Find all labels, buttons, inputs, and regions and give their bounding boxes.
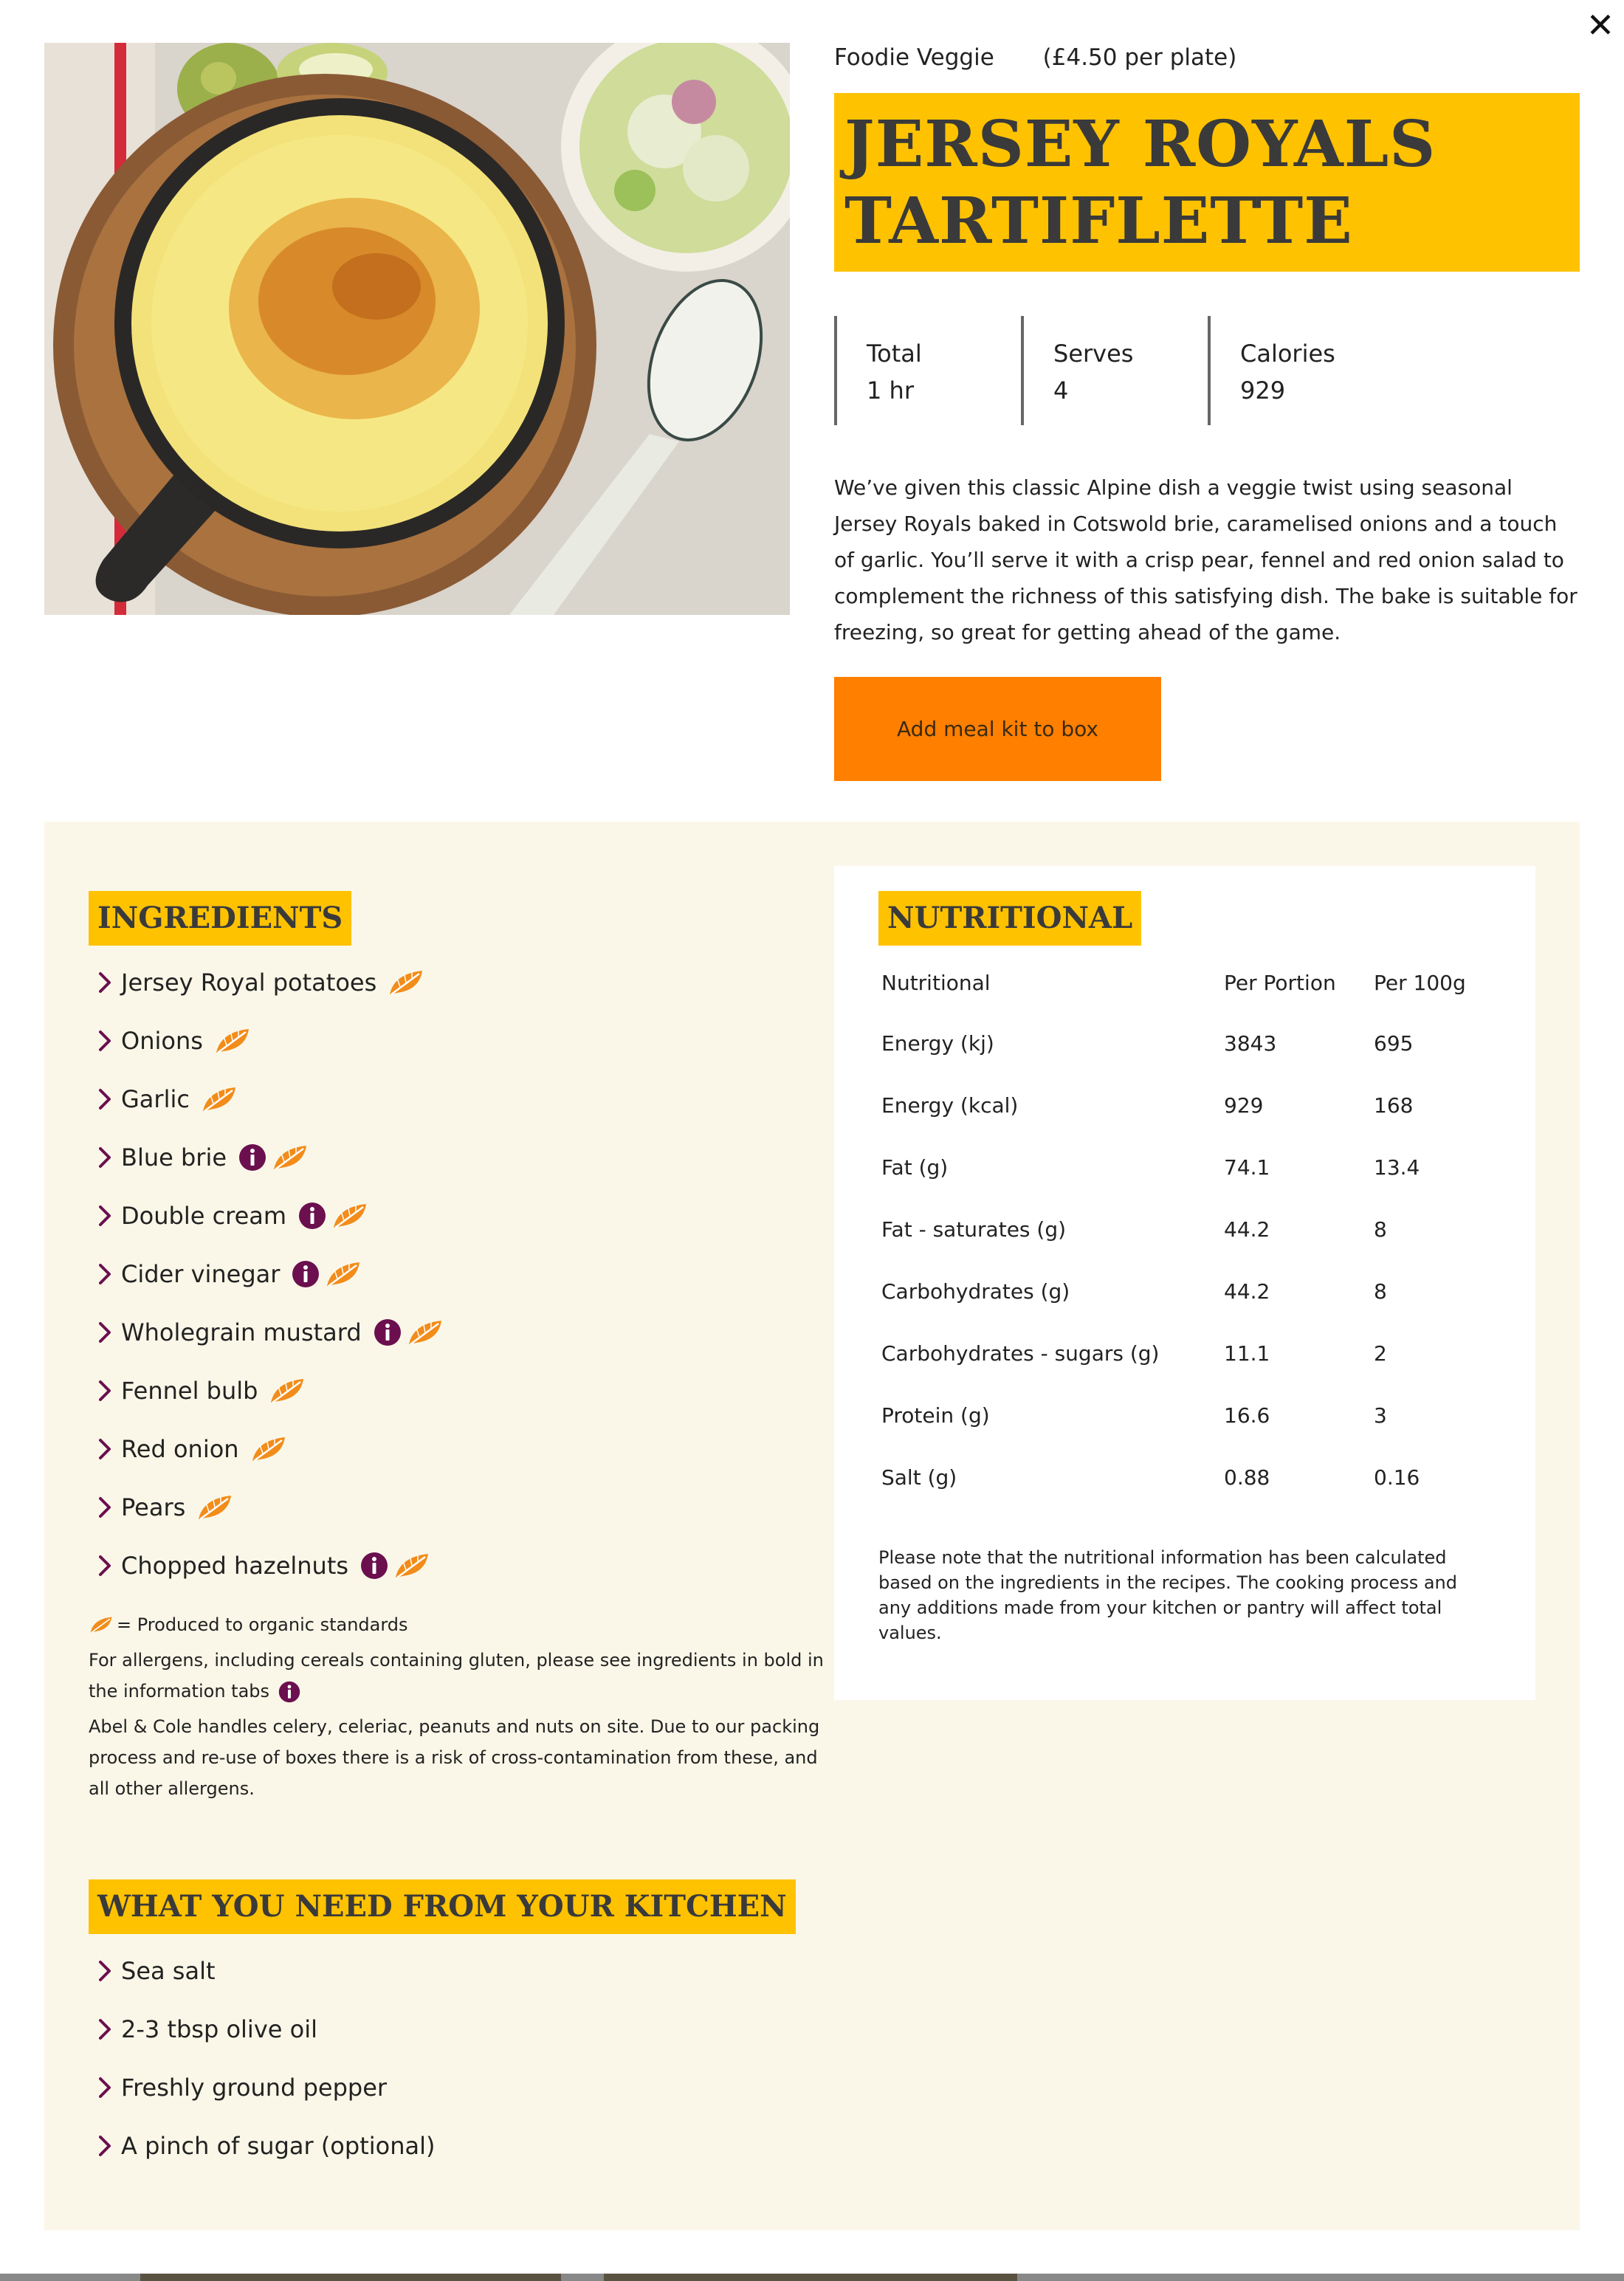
table-row xyxy=(881,1260,1487,1322)
info-icon[interactable] xyxy=(278,1681,300,1703)
stat-label: Total xyxy=(867,340,922,368)
close-icon[interactable]: ✕ xyxy=(1586,5,1615,45)
nutrition-heading: NUTRITIONAL xyxy=(878,891,1141,946)
nutrition-card xyxy=(834,866,1535,1700)
ingredient-name: Wholegrain mustard xyxy=(121,1318,362,1346)
add-meal-kit-button[interactable]: Add meal kit to box xyxy=(834,677,1161,781)
organic-leaf-icon xyxy=(331,1201,369,1231)
kitchen-heading: WHAT YOU NEED FROM YOUR KITCHEN xyxy=(89,1879,796,1934)
chevron-right-icon xyxy=(92,1318,121,1347)
chevron-right-icon xyxy=(92,1493,121,1522)
chevron-right-icon xyxy=(92,1143,121,1172)
per-portion-value: 16.6 xyxy=(1224,1403,1270,1428)
per-100g-value: 3 xyxy=(1374,1403,1387,1428)
organic-leaf-icon xyxy=(196,1493,234,1522)
ingredient-item[interactable] xyxy=(89,1361,827,1420)
per-100g-value: 695 xyxy=(1374,1031,1414,1056)
organic-legend-text: = Produced to organic standards xyxy=(117,1614,408,1635)
kitchen-list xyxy=(89,1941,827,2175)
organic-leaf-icon xyxy=(271,1143,309,1172)
ingredient-item[interactable] xyxy=(89,1303,827,1361)
price-per-plate: (£4.50 per plate) xyxy=(1042,44,1237,71)
nutrition-note: Please note that the nutritional information has been calculated based on the ingredients in the recipes. The cooking process and any additions made from your kitchen or pantry will affect total values. xyxy=(878,1547,1457,1643)
ingredient-name: Double cream xyxy=(121,1201,287,1230)
ingredients-heading: INGREDIENTS xyxy=(89,891,351,946)
related-recipes-strip xyxy=(0,2274,1624,2281)
stat-value: 4 xyxy=(1053,376,1069,405)
kitchen-item xyxy=(89,2058,827,2116)
table-row xyxy=(881,1322,1487,1384)
organic-leaf-icon xyxy=(406,1318,444,1347)
nutrient-name: Carbohydrates - sugars (g) xyxy=(881,1341,1160,1366)
chevron-right-icon xyxy=(92,2131,121,2161)
kitchen-section xyxy=(89,1879,827,2175)
nutrient-name: Protein (g) xyxy=(881,1403,990,1428)
info-icon[interactable] xyxy=(238,1143,266,1172)
organic-leaf-icon xyxy=(393,1551,431,1580)
chevron-right-icon xyxy=(92,2073,121,2102)
organic-leaf-icon xyxy=(387,968,425,997)
nutrient-name: Carbohydrates (g) xyxy=(881,1279,1070,1304)
organic-leaf-icon xyxy=(250,1434,288,1464)
brand-name: Foodie Veggie xyxy=(834,44,994,71)
ingredient-item[interactable] xyxy=(89,1070,827,1128)
per-100g-value: 13.4 xyxy=(1374,1155,1420,1180)
ingredient-name: Onions xyxy=(121,1026,203,1055)
recipe-stats xyxy=(834,316,1580,425)
organic-legend xyxy=(89,1609,827,1640)
recipe-title-line1: JERSEY ROYALS xyxy=(844,107,1437,182)
chevron-right-icon xyxy=(92,1259,121,1289)
ingredient-item[interactable] xyxy=(89,1011,827,1070)
stat-label: Serves xyxy=(1053,340,1134,368)
stat-total xyxy=(834,316,1021,425)
table-row xyxy=(881,1384,1487,1446)
ingredient-name: Pears xyxy=(121,1493,186,1521)
kitchen-item xyxy=(89,2000,827,2058)
recipe-info xyxy=(834,43,1580,781)
per-portion-value: 44.2 xyxy=(1224,1217,1270,1242)
nutrient-name: Energy (kcal) xyxy=(881,1093,1019,1118)
per-100g-value: 0.16 xyxy=(1374,1465,1420,1490)
allergen-note xyxy=(89,1645,827,1707)
table-row xyxy=(881,1446,1487,1508)
per-portion-value: 11.1 xyxy=(1224,1341,1270,1366)
chevron-right-icon xyxy=(92,2015,121,2044)
per-portion-value: 74.1 xyxy=(1224,1155,1270,1180)
organic-leaf-icon xyxy=(268,1376,306,1406)
nutrition-table xyxy=(881,966,1487,1508)
ingredients-section xyxy=(89,891,827,1804)
cross-contamination-note: Abel & Cole handles celery, celeriac, peanuts and nuts on site. Due to our packing process and re-use of boxes there is a risk of cross-contamination from these, and all other allergens. xyxy=(89,1716,820,1799)
ingredient-item[interactable] xyxy=(89,1478,827,1536)
table-row xyxy=(881,1012,1487,1074)
nutrient-name: Salt (g) xyxy=(881,1465,957,1490)
recipe-title xyxy=(844,106,1569,260)
nutrient-name: Fat (g) xyxy=(881,1155,949,1180)
info-icon[interactable] xyxy=(298,1202,326,1230)
kitchen-item-name: 2-3 tbsp olive oil xyxy=(121,2015,317,2043)
stat-value: 929 xyxy=(1240,376,1286,405)
ingredient-name: Chopped hazelnuts xyxy=(121,1551,349,1580)
table-row xyxy=(881,1074,1487,1136)
kitchen-item-name: Freshly ground pepper xyxy=(121,2073,388,2102)
info-icon[interactable] xyxy=(360,1552,388,1580)
per-100g-value: 2 xyxy=(1374,1341,1387,1366)
kitchen-item-name: A pinch of sugar (optional) xyxy=(121,2131,436,2160)
per-portion-value: 44.2 xyxy=(1224,1279,1270,1304)
nutrient-name: Fat - saturates (g) xyxy=(881,1217,1067,1242)
ingredients-list xyxy=(89,953,827,1594)
ingredient-item[interactable] xyxy=(89,1420,827,1478)
ingredient-item[interactable] xyxy=(89,1245,827,1303)
chevron-right-icon xyxy=(92,1201,121,1231)
info-icon[interactable] xyxy=(292,1260,320,1288)
column-header: Nutritional xyxy=(881,971,991,995)
chevron-right-icon xyxy=(92,1026,121,1056)
kitchen-item xyxy=(89,2116,827,2175)
kitchen-item-name: Sea salt xyxy=(121,1956,216,1985)
recipe-photo xyxy=(44,43,790,615)
ingredient-item[interactable] xyxy=(89,1536,827,1594)
table-row xyxy=(881,1198,1487,1260)
related-recipe-thumbnail[interactable] xyxy=(604,2274,1017,2281)
nutrient-name: Energy (kj) xyxy=(881,1031,994,1056)
organic-leaf-icon xyxy=(200,1084,238,1114)
kitchen-item xyxy=(89,1941,827,2000)
organic-leaf-icon xyxy=(213,1026,252,1056)
table-row xyxy=(881,1136,1487,1198)
recipe-details-panel xyxy=(44,822,1580,2230)
ingredient-item[interactable] xyxy=(89,1128,827,1186)
organic-leaf-icon xyxy=(89,1614,114,1635)
recipe-description: We’ve given this classic Alpine dish a veggie twist using seasonal Jersey Royals baked in Cotswold brie, caramelised onions and a touch of garlic. You’ll serve it with a crisp pear, fennel and red onion salad to complement the richness of this satisfying dish. The bake is suitable for freezing, so great for getting ahead of the game. xyxy=(834,475,1577,644)
column-header: Per 100g xyxy=(1374,971,1466,995)
related-recipe-thumbnail[interactable] xyxy=(140,2274,561,2281)
ingredient-name: Fennel bulb xyxy=(121,1376,258,1405)
per-100g-value: 168 xyxy=(1374,1093,1414,1118)
ingredient-item[interactable] xyxy=(89,1186,827,1245)
stat-value: 1 hr xyxy=(867,376,914,405)
stat-label: Calories xyxy=(1240,340,1335,368)
per-100g-value: 8 xyxy=(1374,1217,1387,1242)
ingredient-name: Cider vinegar xyxy=(121,1259,281,1288)
recipe-title-line2: TARTIFLETTE xyxy=(844,184,1353,258)
nutrition-header-row xyxy=(881,966,1487,1012)
per-portion-value: 3843 xyxy=(1224,1031,1277,1056)
per-100g-value: 8 xyxy=(1374,1279,1387,1304)
chevron-right-icon xyxy=(92,1434,121,1464)
info-icon[interactable] xyxy=(374,1318,402,1346)
recipe-title-box xyxy=(834,93,1580,272)
ingredient-name: Blue brie xyxy=(121,1143,227,1172)
chevron-right-icon xyxy=(92,968,121,997)
chevron-right-icon xyxy=(92,1956,121,1986)
ingredient-name: Garlic xyxy=(121,1084,190,1113)
ingredient-item[interactable] xyxy=(89,953,827,1011)
per-portion-value: 0.88 xyxy=(1224,1465,1270,1490)
allergen-note-text: For allergens, including cereals containing gluten, please see ingredients in bold in the information tabs xyxy=(89,1650,824,1702)
chevron-right-icon xyxy=(92,1084,121,1114)
per-portion-value: 929 xyxy=(1224,1093,1264,1118)
brand-price-line xyxy=(834,43,1580,72)
stat-calories xyxy=(1208,316,1394,425)
chevron-right-icon xyxy=(92,1551,121,1580)
organic-leaf-icon xyxy=(324,1259,362,1289)
ingredient-name: Jersey Royal potatoes xyxy=(121,968,377,997)
stat-serves xyxy=(1021,316,1208,425)
chevron-right-icon xyxy=(92,1376,121,1406)
column-header: Per Portion xyxy=(1224,971,1336,995)
ingredient-name: Red onion xyxy=(121,1434,239,1463)
